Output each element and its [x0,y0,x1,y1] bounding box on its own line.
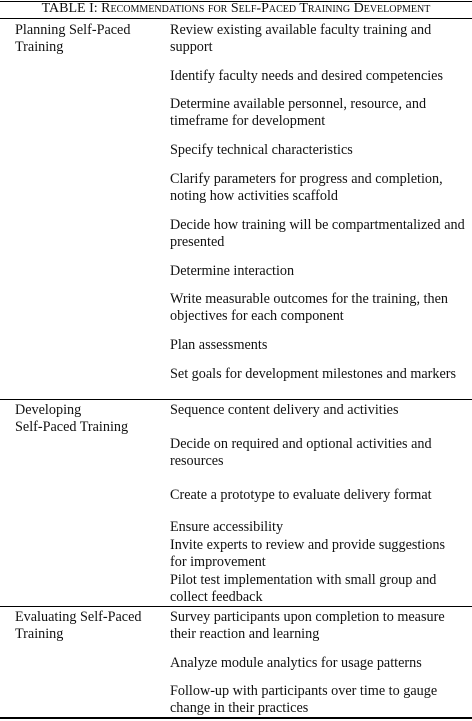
table-row-item: Set goals for development milestones and markers [170,366,457,382]
section-divider [0,399,472,400]
section-label-developing [15,402,165,436]
section-label-line: Developing [15,402,82,418]
table-row-item: Plan assessments [170,337,268,353]
table-row-item: Decide how training will be compartmentalized and presented [170,217,465,250]
section-label-line: Training [15,39,64,55]
section-divider [0,606,472,607]
table-row-item: Specify technical characteristics [170,142,353,158]
table-row-item: Decide on required and optional activities and resources [170,436,432,469]
table-title-prefix: TABLE I: [41,1,102,16]
table-row-item: Follow-up with participants over time to gauge change in their practices [170,683,438,716]
table-row-item: Create a prototype to evaluate delivery format [170,487,432,503]
table-row-item: Ensure accessibility [170,519,284,535]
table-row-item: Determine interaction [170,263,295,279]
table-row-item: Invite experts to review and provide suggestions for improvement [170,537,446,570]
top-rule [0,1,472,2]
table-row-item: Sequence content delivery and activities [170,402,399,418]
table-row-item: Write measurable outcomes for the training, then objectives for each component [170,291,448,324]
table-row-item: Survey participants upon completion to measure their reaction and learning [170,609,445,642]
table-row-item: Pilot test implementation with small group and collect feedback [170,572,437,605]
section-label-line: Self-Paced Training [15,419,129,435]
header-rule [0,18,472,19]
section-label-line: Training [15,626,64,642]
section-label-evaluating [15,609,165,643]
table-row-item: Identify faculty needs and desired competencies [170,68,443,84]
table-title-main: Recommendations for Self-Paced Training Development [101,1,431,16]
table-row-item: Review existing available faculty training and support [170,22,432,55]
table-row-item: Analyze module analytics for usage patterns [170,655,422,671]
section-label-line: Evaluating Self-Paced [15,609,142,625]
table-row-item: Determine available personnel, resource, and timeframe for development [170,96,427,129]
table-row-item: Clarify parameters for progress and completion, noting how activities scaffold [170,171,443,204]
table-title [0,0,472,18]
section-label-line: Planning Self-Paced [15,22,131,38]
section-label-planning [15,22,165,56]
bottom-rule [0,717,472,719]
